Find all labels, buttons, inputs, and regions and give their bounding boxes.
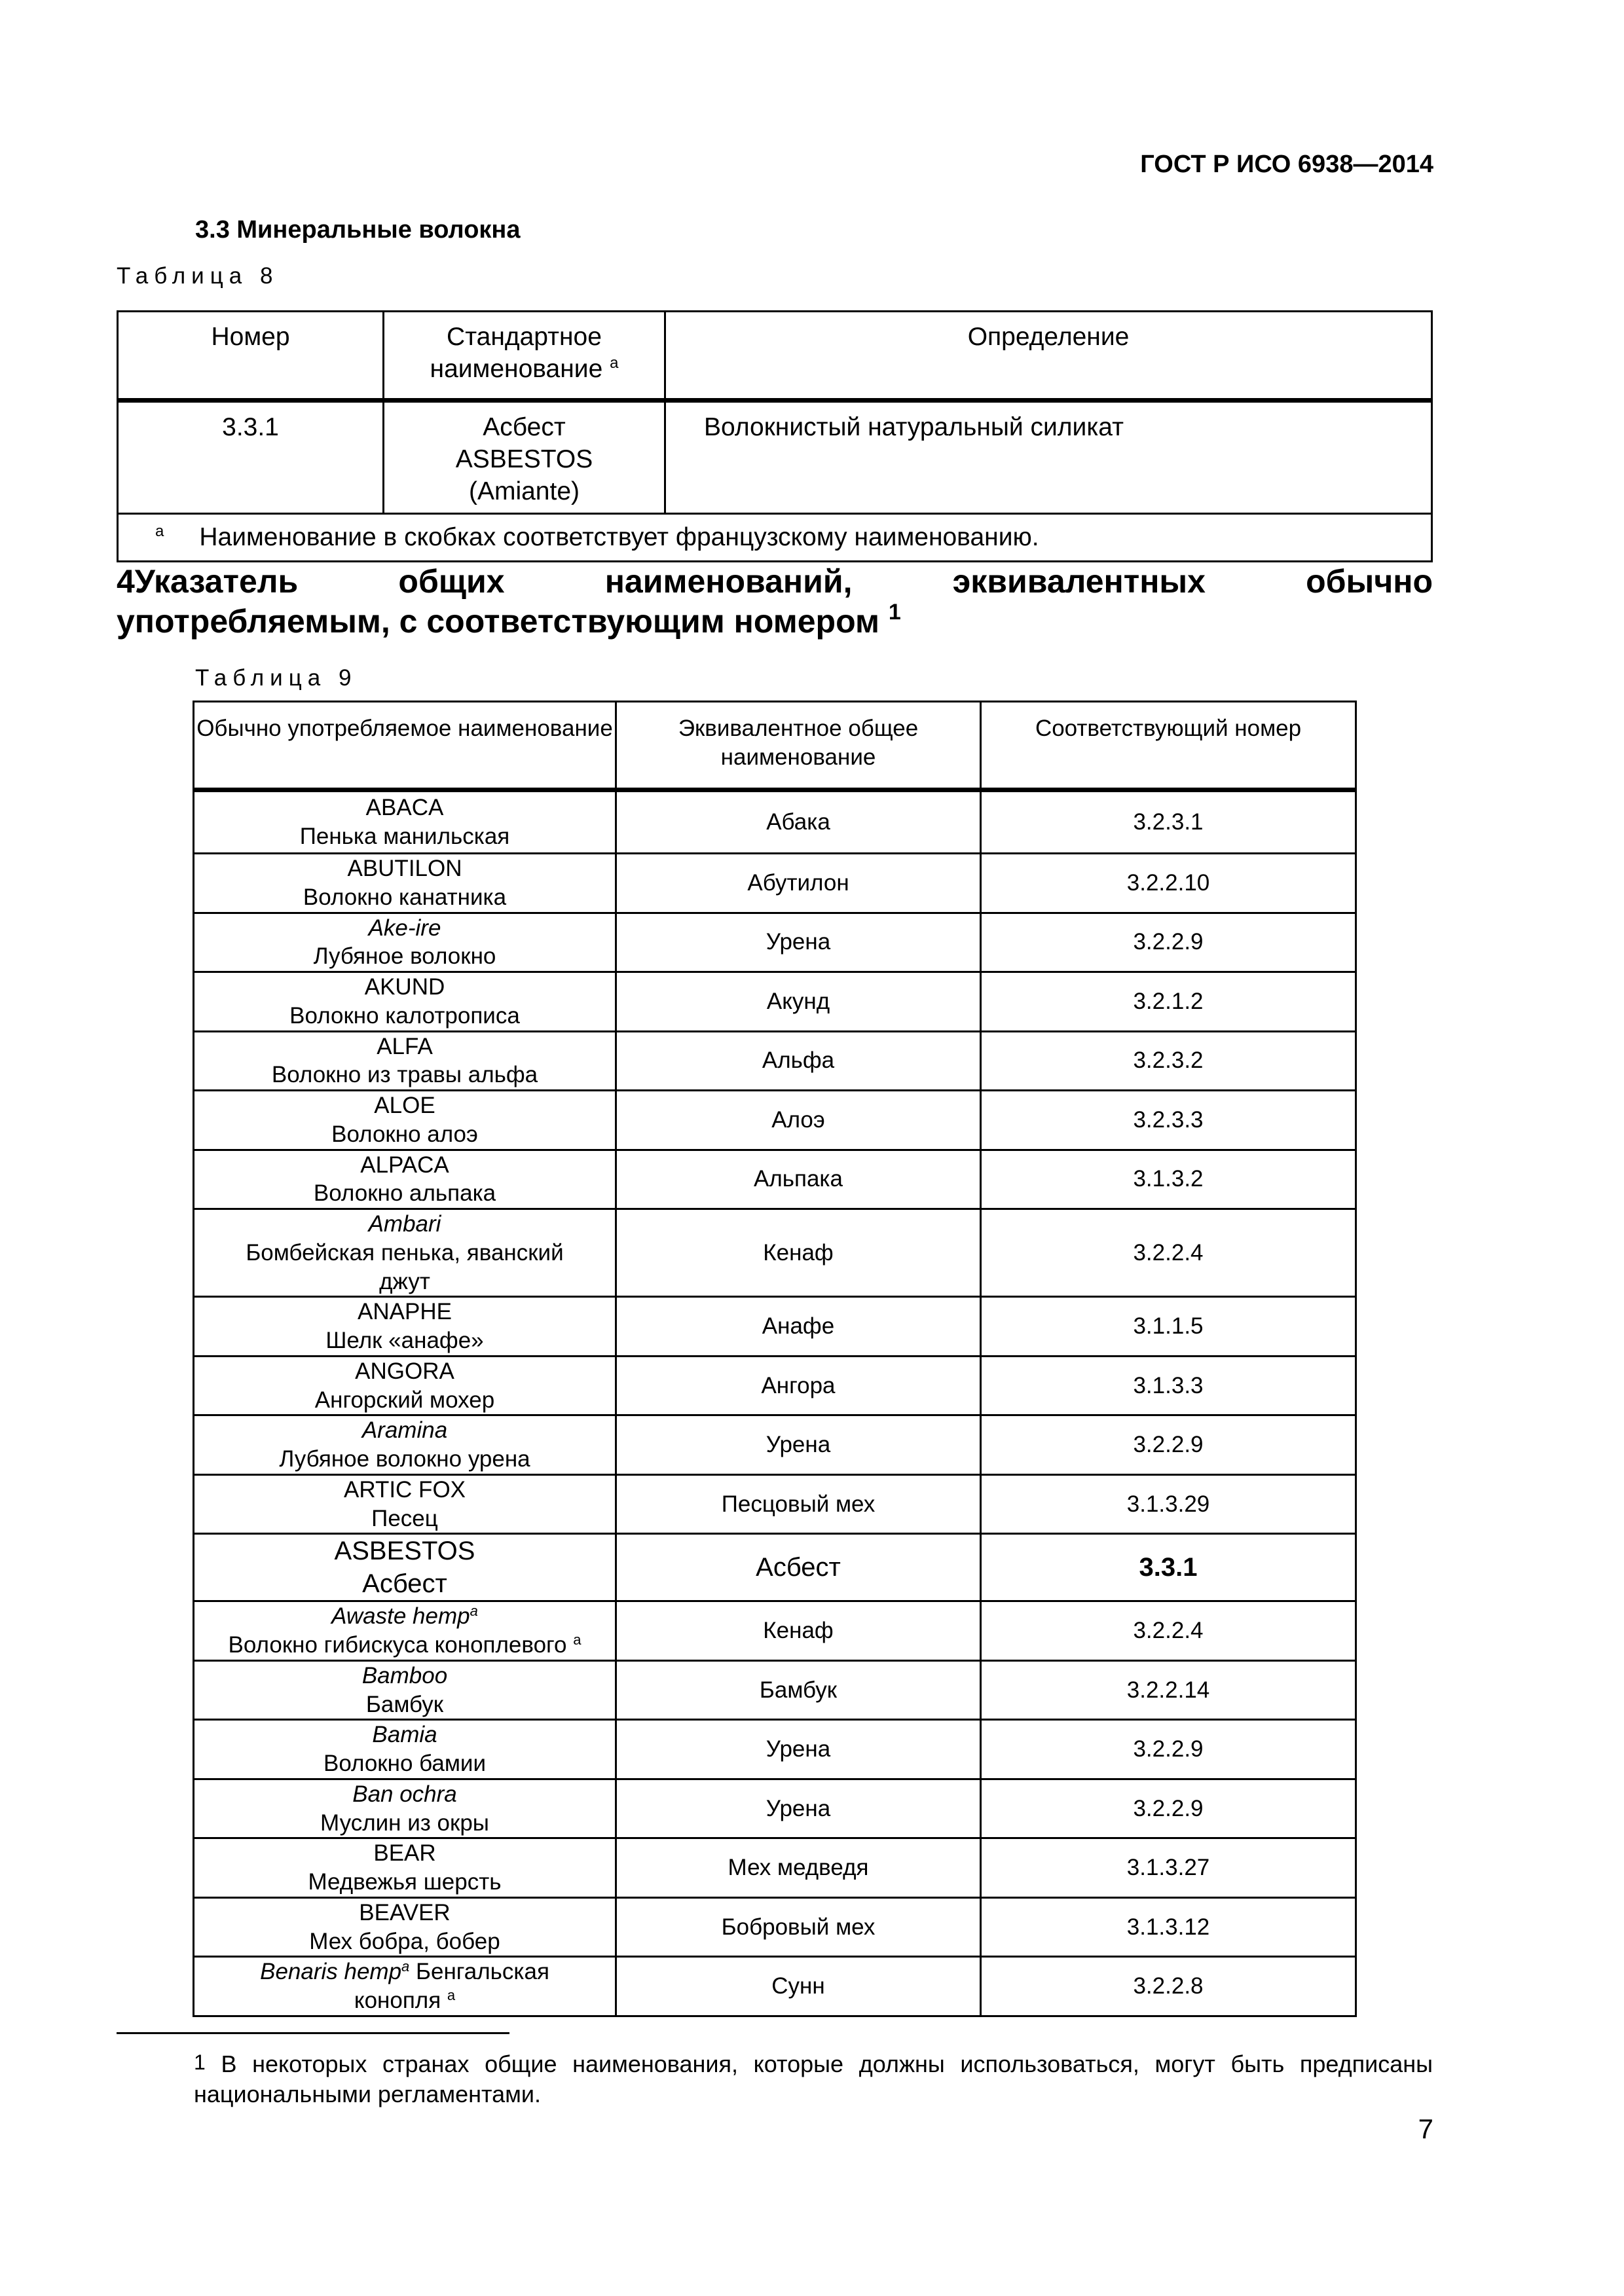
note-mark: a (470, 1603, 478, 1620)
common-name-primary: ANAPHE (358, 1299, 452, 1325)
table-9-cell-equiv: Ангора (616, 1356, 981, 1415)
common-name-primary: ALOE (374, 1093, 435, 1118)
table-9-cell-common (194, 1091, 616, 1150)
table-row (194, 913, 1356, 972)
table-row (194, 1031, 1356, 1091)
table-9-cell-equiv: Мех медведя (616, 1838, 981, 1898)
common-name-primary: ALFA (377, 1033, 433, 1059)
table-9-cell-common (194, 1601, 616, 1661)
common-name-secondary: Волокно альпака (313, 1180, 496, 1207)
common-name-primary: BEAVER (359, 1899, 451, 1925)
table-9-cell-common (194, 1415, 616, 1475)
table-9-cell-common (194, 1356, 616, 1415)
table-row (194, 1660, 1356, 1720)
table-9-cell-number: 3.2.2.9 (981, 1720, 1356, 1779)
common-name-primary: Benaris hemp (260, 1959, 402, 1985)
common-name-secondary: Волокно калотрописа (289, 1002, 520, 1029)
table-9-cell-number: 3.2.2.9 (981, 913, 1356, 972)
common-name-secondary: Бенгальская (409, 1959, 549, 1985)
table-9-cell-common (194, 1660, 616, 1720)
table-row (194, 1474, 1356, 1534)
table-9-cell-number: 3.2.2.8 (981, 1957, 1356, 2016)
common-name-secondary: Лубяное волокно (313, 943, 496, 970)
common-name-secondary: Лубяное волокно урена (279, 1446, 530, 1472)
table-row (194, 972, 1356, 1032)
table-row (194, 1297, 1356, 1357)
table-9-cell-number: 3.2.2.4 (981, 1601, 1356, 1661)
table-row (194, 790, 1356, 854)
table-9-cell-equiv: Кенаф (616, 1601, 981, 1661)
table-8-header-note-mark: a (610, 354, 619, 372)
table-row (194, 1779, 1356, 1838)
table-9-cell-common (194, 1297, 616, 1357)
table-8-name-ru: Асбест (483, 413, 566, 441)
table-row (194, 1534, 1356, 1601)
common-name-primary: BEAR (373, 1840, 436, 1867)
table-8-footnote-mark: a (155, 522, 164, 540)
table-8-cell-number: 3.3.1 (118, 401, 384, 514)
table-9-cell-common (194, 1957, 616, 2016)
table-9-cell-common (194, 1474, 616, 1534)
common-name-primary: Bamboo (361, 1662, 448, 1688)
table-9-cell-common (194, 1838, 616, 1898)
common-name-primary: ABACA (365, 795, 444, 821)
table-9-cell-equiv: Кенаф (616, 1209, 981, 1297)
footnote-divider (117, 2032, 509, 2034)
table-9-cell-equiv: Урена (616, 1415, 981, 1475)
table-8-cell-definition: Волокнистый натуральный силикат (665, 401, 1432, 514)
note-mark: a (401, 1958, 410, 1975)
section-4-title-word: общих (398, 563, 505, 600)
common-name-secondary: Песец (371, 1505, 438, 1531)
common-name-secondary: Муслин из окры (320, 1810, 489, 1836)
common-name-primary: AKUND (364, 974, 445, 1000)
table-9-cell-equiv: Песцовый мех (616, 1474, 981, 1534)
table-row (194, 1091, 1356, 1150)
common-name-primary: ASBESTOS (334, 1537, 475, 1566)
table-8-name-fr: (Amiante) (468, 477, 580, 505)
table-row (194, 1150, 1356, 1209)
table-9-cell-equiv: Акунд (616, 972, 981, 1032)
table-9-cell-common (194, 1720, 616, 1779)
common-name-secondary: Медвежья шерсть (308, 1869, 502, 1895)
table-9-cell-equiv: Сунн (616, 1957, 981, 2016)
table-9-cell-number: 3.1.3.3 (981, 1356, 1356, 1415)
common-name-secondary: Мех бобра, бобер (309, 1928, 500, 1954)
table-row (194, 1209, 1356, 1297)
table-9-cell-equiv: Алоэ (616, 1091, 981, 1150)
table-9-cell-equiv: Бамбук (616, 1660, 981, 1720)
table-9-cell-equiv: Урена (616, 1779, 981, 1838)
note-mark: a (447, 1987, 456, 2003)
common-name-primary: Aramina (361, 1417, 448, 1444)
table-9-cell-number: 3.2.2.14 (981, 1660, 1356, 1720)
common-name-secondary: Волокно гибискуса коноплевого (228, 1632, 567, 1658)
table-row (194, 1720, 1356, 1779)
common-name-primary: Ambari (368, 1211, 441, 1237)
table-9-cell-common (194, 1209, 616, 1297)
table-8 (117, 310, 1433, 562)
table-8-footnote-text: Наименование в скобках соответствует французскому наименованию. (199, 522, 1039, 551)
section-4-title-word: обычно (1306, 563, 1433, 600)
table-9-cell-number: 3.3.1 (981, 1534, 1356, 1601)
table-row (194, 1356, 1356, 1415)
table-9-cell-common (194, 1897, 616, 1957)
table-9-cell-number: 3.1.1.5 (981, 1297, 1356, 1357)
table-9-cell-common (194, 972, 616, 1032)
page-number: 7 (1418, 2113, 1433, 2144)
section-3-3-title: 3.3 Минеральные волокна (195, 216, 521, 244)
table-8-label: Таблица 8 (117, 263, 279, 289)
common-name-tertiary: конопля (354, 1988, 441, 2013)
note-mark: a (573, 1631, 581, 1648)
common-name-secondary: Пенька манильская (299, 824, 510, 849)
table-9-cell-equiv: Урена (616, 1720, 981, 1779)
table-9-cell-common (194, 913, 616, 972)
table-9 (193, 701, 1357, 2017)
table-8-header-name: Стандартное наименование $^a$ (384, 312, 665, 401)
section-4-title-word: 4Указатель (117, 563, 299, 600)
section-4-title-word: эквивалентных (952, 563, 1206, 600)
table-9-cell-number: 3.1.3.2 (981, 1150, 1356, 1209)
table-row (194, 1838, 1356, 1898)
table-8-cell-name (384, 401, 665, 514)
table-9-cell-equiv: Абутилон (616, 854, 981, 913)
common-name-primary: Awaste hemp (331, 1603, 470, 1630)
section-4-footnote-ref: 1 (888, 600, 901, 625)
section-4-title-line2: употребляемым, с соответствующим номером (117, 603, 879, 640)
table-9-cell-number: 3.2.2.9 (981, 1779, 1356, 1838)
table-9-cell-equiv: Абака (616, 790, 981, 854)
table-9-cell-number: 3.2.3.2 (981, 1031, 1356, 1091)
table-9-header-number: Соответствующий номер (981, 702, 1356, 790)
table-8-name-en: ASBESTOS (455, 445, 593, 473)
table-row (194, 1415, 1356, 1475)
page-footnote-text: В некоторых странах общие наименования, которые должны использоваться, могут быть предписаны национальными регламентами. (194, 2050, 1433, 2108)
table-row (194, 1601, 1356, 1661)
table-9-label: Таблица 9 (195, 665, 358, 691)
table-8-header-definition: Определение (665, 312, 1432, 401)
table-9-cell-common (194, 1534, 616, 1601)
document-standard-header: ГОСТ Р ИСО 6938—2014 (1140, 151, 1433, 178)
table-8-header-number: Номер (118, 312, 384, 401)
page-footnote-mark: 1 (194, 2050, 206, 2074)
table-9-cell-equiv: Анафе (616, 1297, 981, 1357)
table-9-cell-number: 3.2.2.10 (981, 854, 1356, 913)
common-name-secondary: Волокно канатника (303, 884, 507, 910)
table-8-footnote (118, 514, 1432, 562)
table-9-cell-number: 3.2.2.9 (981, 1415, 1356, 1475)
common-name-secondary: Ангорский мохер (314, 1387, 495, 1413)
table-9-cell-equiv: Альфа (616, 1031, 981, 1091)
table-9-cell-number: 3.2.3.3 (981, 1091, 1356, 1150)
table-9-cell-number: 3.1.3.29 (981, 1474, 1356, 1534)
page-footnote (117, 2049, 1433, 2109)
common-name-primary: Ban ochra (352, 1781, 457, 1807)
common-name-primary: Ake-ire (368, 915, 441, 941)
table-9-cell-number: 3.2.2.4 (981, 1209, 1356, 1297)
table-9-cell-number: 3.2.3.1 (981, 790, 1356, 854)
common-name-tertiary: джут (379, 1268, 430, 1294)
common-name-primary: Bamia (372, 1722, 437, 1748)
common-name-secondary: Бамбук (365, 1691, 444, 1717)
table-9-cell-common (194, 1779, 616, 1838)
table-9-header-equiv: Эквивалентное общее наименование (616, 702, 981, 790)
table-9-cell-equiv: Урена (616, 913, 981, 972)
table-9-cell-equiv: Асбест (616, 1534, 981, 1601)
table-row (194, 1957, 1356, 2016)
table-9-cell-equiv: Бобровый мех (616, 1897, 981, 1957)
common-name-primary: ARTIC FOX (343, 1476, 466, 1503)
table-9-cell-equiv: Альпака (616, 1150, 981, 1209)
table-9-header-common: Обычно употребляемое наименование (194, 702, 616, 790)
table-9-cell-common (194, 1150, 616, 1209)
table-row (194, 1897, 1356, 1957)
common-name-secondary: Асбест (362, 1569, 447, 1599)
table-9-cell-common (194, 790, 616, 854)
common-name-secondary: Волокно из травы альфа (271, 1062, 538, 1088)
common-name-secondary: Шелк «анафе» (325, 1328, 484, 1353)
table-9-cell-number: 3.2.1.2 (981, 972, 1356, 1032)
section-4-title-word: наименований, (604, 563, 853, 600)
table-9-cell-number: 3.1.3.27 (981, 1838, 1356, 1898)
table-9-cell-common (194, 1031, 616, 1091)
section-4-title (117, 562, 1433, 642)
table-9-cell-number: 3.1.3.12 (981, 1897, 1356, 1957)
common-name-primary: ALPACA (360, 1152, 449, 1178)
common-name-secondary: Бомбейская пенька, яванский (246, 1239, 564, 1266)
common-name-secondary: Волокно алоэ (331, 1121, 478, 1147)
common-name-primary: ANGORA (355, 1358, 454, 1384)
common-name-secondary: Волокно бамии (323, 1751, 487, 1776)
table-row (194, 854, 1356, 913)
table-9-cell-common (194, 854, 616, 913)
common-name-primary: ABUTILON (347, 856, 462, 881)
